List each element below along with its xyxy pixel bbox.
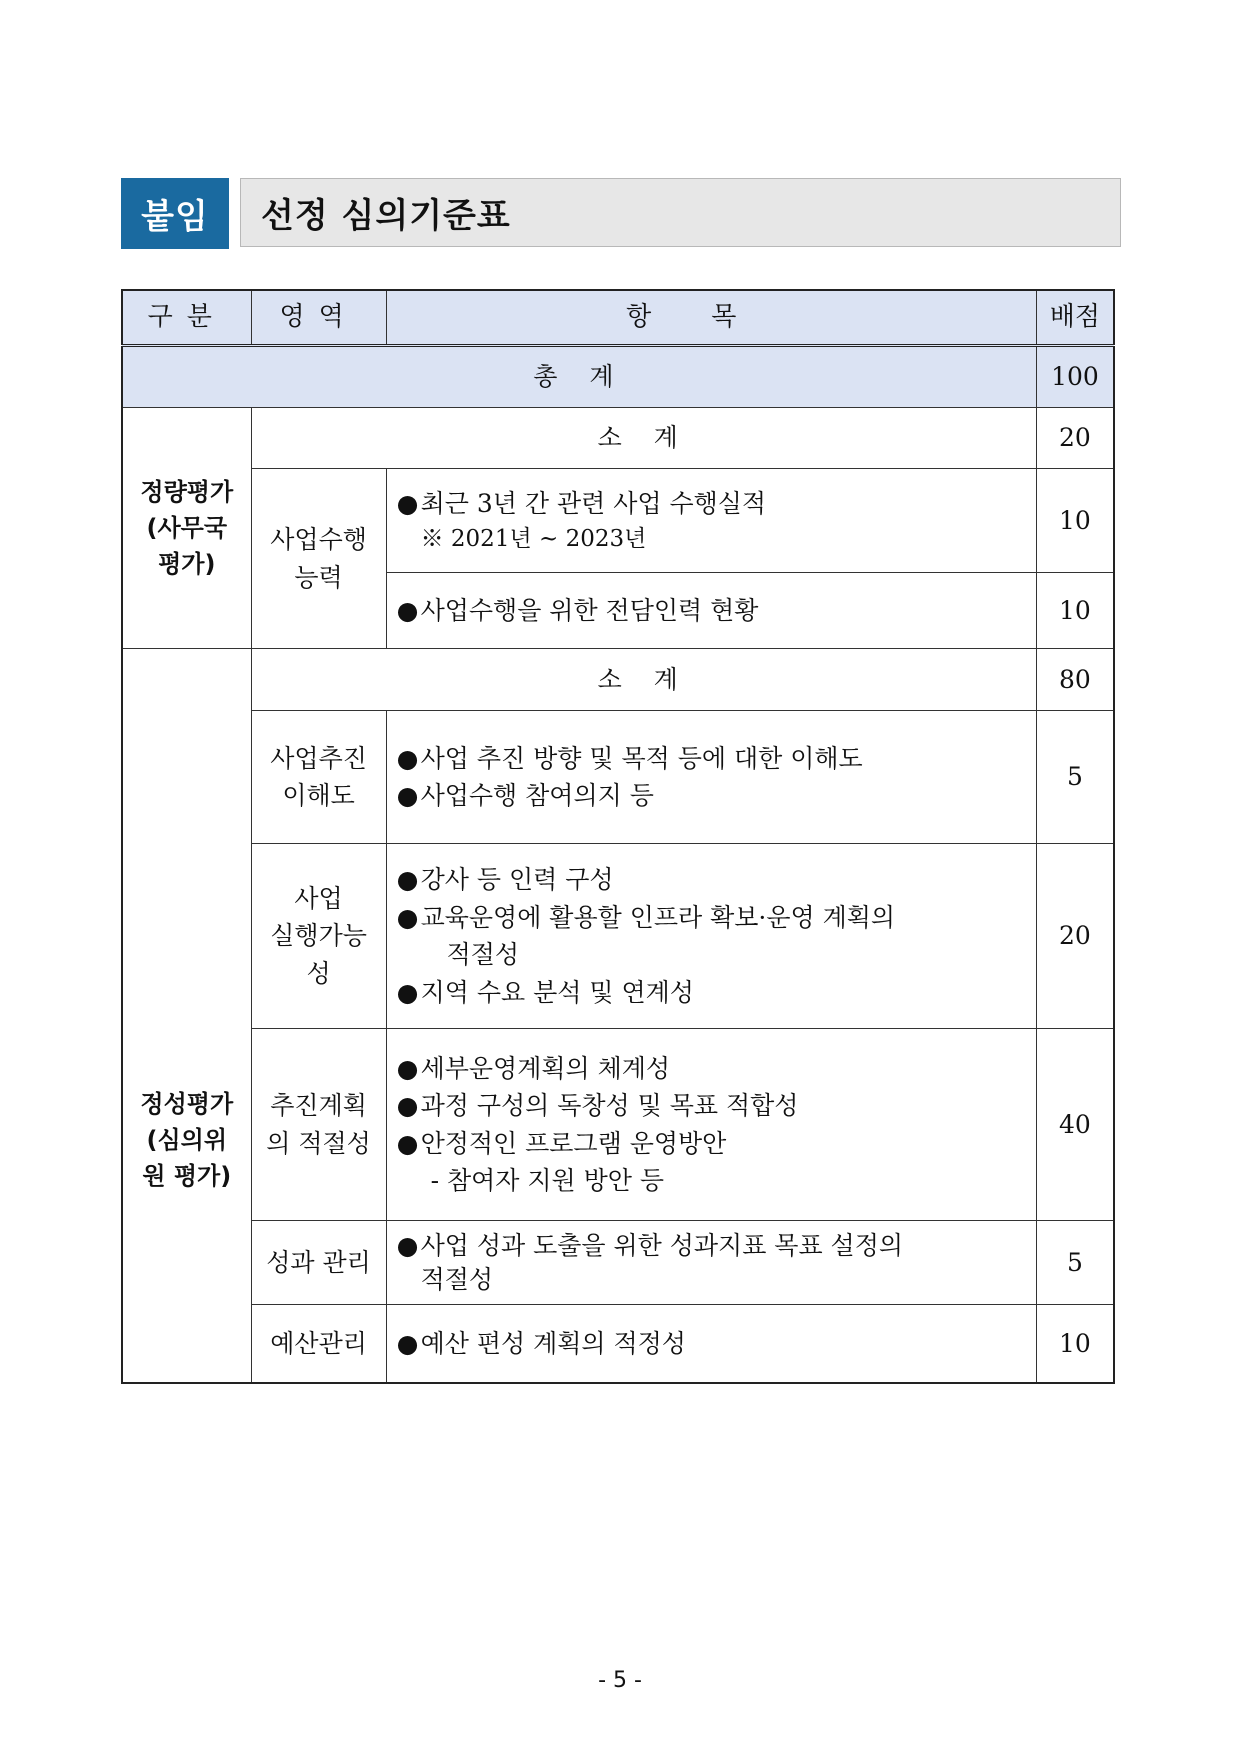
bullet-icon: ● [396, 1328, 419, 1358]
area-line: 성 [306, 958, 331, 988]
item-cell [386, 1305, 1036, 1383]
table-row [122, 1305, 1114, 1383]
quant-area [251, 469, 386, 649]
area-line: 추진계획 [270, 1091, 367, 1120]
table-row [122, 1221, 1114, 1305]
area-line: 사업 [294, 883, 343, 913]
page-number: - 5 - [598, 1668, 642, 1693]
bullet-text: 교육운영에 활용할 인프라 확보·운영 계획의 [420, 902, 896, 932]
qual-area [251, 1221, 386, 1305]
item-score: 10 [1036, 1305, 1114, 1383]
table-row [122, 1029, 1114, 1221]
item-cell [386, 1221, 1036, 1305]
attachment-badge: 붙임 [121, 178, 229, 249]
bullet-item [397, 1229, 1036, 1263]
bullet-icon: ● [396, 1128, 419, 1158]
bullet-item [397, 592, 1036, 630]
bullet-icon: ● [396, 977, 419, 1007]
quant-subtotal-label: 소 계 [251, 408, 1036, 469]
item-score: 5 [1036, 711, 1114, 844]
bullet-item [397, 777, 1036, 815]
bullet-text: 사업 추진 방향 및 목적 등에 대한 이해도 [420, 743, 863, 773]
qual-subtotal-score: 80 [1036, 649, 1114, 711]
bullet-icon: ● [396, 595, 419, 625]
qual-category [122, 649, 251, 1383]
area-line: 이해도 [282, 781, 355, 810]
item-score: 10 [1036, 469, 1114, 573]
bullet-item [397, 485, 1036, 523]
bullet-text: 안정적인 프로그램 운영방안 [420, 1128, 727, 1158]
bullet-item [397, 974, 1036, 1012]
note-text: ※ 2021년 ~ 2023년 [420, 526, 647, 552]
item-score: 10 [1036, 573, 1114, 649]
bullet-icon: ● [396, 743, 419, 773]
table-row [122, 469, 1114, 573]
bullet-item [397, 861, 1036, 899]
quant-category-line: (사무국 [146, 514, 228, 542]
table-row [122, 844, 1114, 1029]
bullet-item [397, 740, 1036, 778]
table-header-row [122, 290, 1114, 346]
header-area: 영역 [251, 290, 386, 346]
bullet-text: 과정 구성의 독창성 및 목표 적합성 [420, 1091, 799, 1120]
area-line: 사업추진 [270, 743, 367, 773]
qual-area [251, 711, 386, 844]
bullet-text: 세부운영계획의 체계성 [420, 1053, 671, 1083]
qual-area [251, 1305, 386, 1383]
item-cell [386, 469, 1036, 573]
bullet-icon: ● [396, 1230, 419, 1260]
item-cell [386, 573, 1036, 649]
bullet-icon: ● [396, 781, 419, 810]
item-cell [386, 711, 1036, 844]
item-score: 20 [1036, 844, 1114, 1029]
header-score: 배점 [1036, 290, 1114, 346]
quant-subtotal-row [122, 408, 1114, 469]
bullet-icon: ● [396, 1091, 419, 1120]
qual-category-line: 정성평가 [140, 1090, 234, 1119]
area-line: 성과 관리 [266, 1247, 371, 1277]
area-line: 사업수행 [270, 525, 367, 554]
header-category: 구분 [122, 290, 251, 346]
bullet-text: 사업수행을 위한 전담인력 현황 [420, 595, 759, 625]
page-title: 선정 심의기준표 [240, 178, 1121, 247]
bullet-item [397, 1125, 1036, 1163]
quant-subtotal-score: 20 [1036, 408, 1114, 469]
qual-category-line: (심의위 [146, 1126, 228, 1155]
bullet-icon: ● [396, 488, 419, 518]
continuation-text: 적절성 [420, 1264, 494, 1294]
section-title [121, 178, 1123, 249]
bullet-text: 사업수행 참여의지 등 [420, 781, 654, 810]
area-line: 능력 [294, 562, 343, 592]
qual-area [251, 1029, 386, 1221]
bullet-text: 예산 편성 계획의 적정성 [420, 1328, 686, 1358]
bullet-item [397, 1325, 1036, 1363]
header-item: 항목 [386, 290, 1036, 346]
bullet-icon: ● [396, 865, 419, 894]
quant-category [122, 408, 251, 649]
qual-area [251, 844, 386, 1029]
total-label: 총 계 [122, 346, 1036, 408]
sub-item-text: - 참여자 지원 방안 등 [430, 1166, 665, 1195]
qual-category-line: 원 평가) [142, 1162, 232, 1191]
bullet-item [397, 1050, 1036, 1088]
continuation-text: 적절성 [446, 940, 520, 969]
bullet-text: 사업 성과 도출을 위한 성과지표 목표 설정의 [420, 1230, 903, 1260]
table-row [122, 711, 1114, 844]
item-cell [386, 1029, 1036, 1221]
qual-subtotal-row [122, 649, 1114, 711]
total-row [122, 346, 1114, 408]
area-line: 예산관리 [270, 1328, 367, 1358]
qual-subtotal-label: 소 계 [251, 649, 1036, 711]
bullet-icon: ● [396, 902, 419, 932]
bullet-text: 강사 등 인력 구성 [420, 865, 614, 894]
quant-category-line: 정량평가 [140, 478, 234, 506]
bullet-text: 최근 3년 간 관련 사업 수행실적 [420, 488, 767, 518]
bullet-icon: ● [396, 1053, 419, 1083]
quant-category-line: 평가) [158, 550, 216, 578]
bullet-text: 지역 수요 분석 및 연계성 [420, 977, 694, 1007]
bullet-item [397, 899, 1036, 937]
item-score: 40 [1036, 1029, 1114, 1221]
bullet-item [397, 1087, 1036, 1125]
area-line: 의 적절성 [266, 1128, 371, 1158]
item-score: 5 [1036, 1221, 1114, 1305]
area-line: 실행가능 [270, 921, 367, 951]
evaluation-criteria-table [121, 289, 1115, 1384]
item-cell [386, 844, 1036, 1029]
total-score: 100 [1036, 346, 1114, 408]
